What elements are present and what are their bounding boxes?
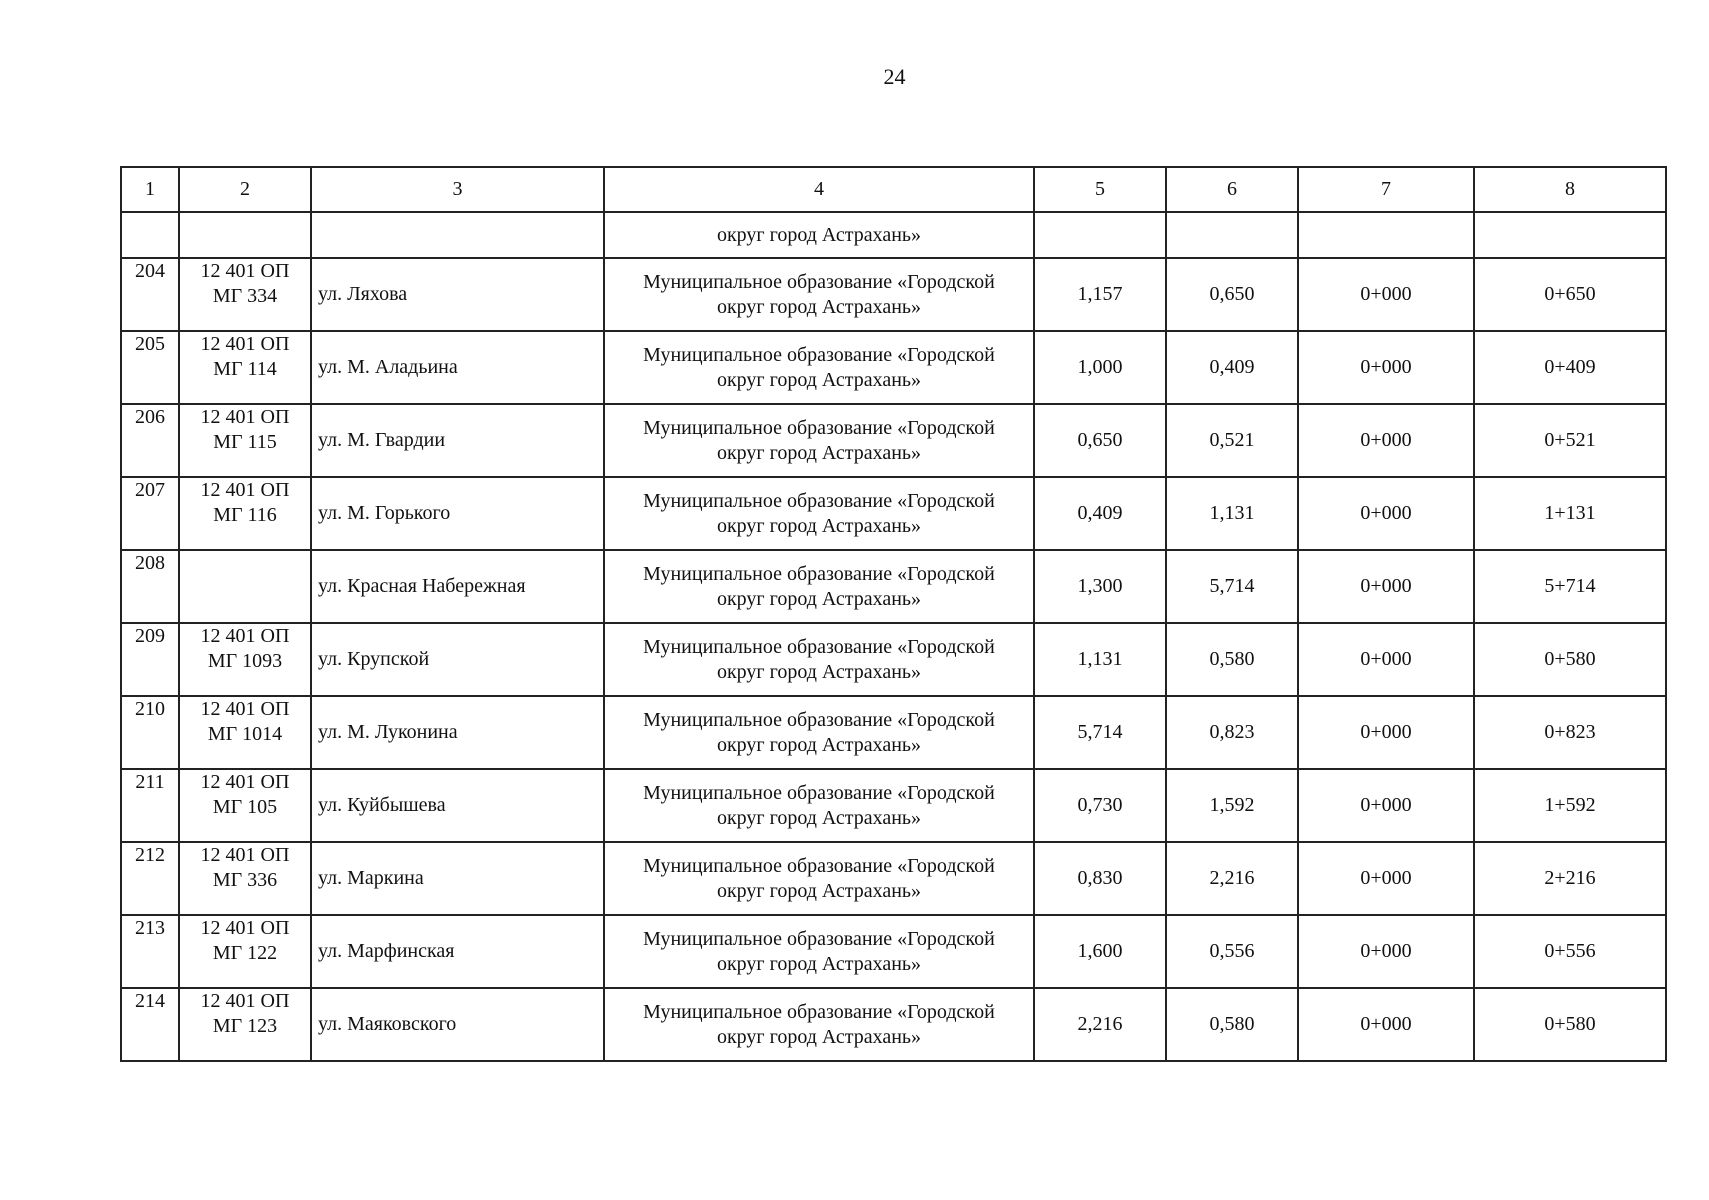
owner-cell bbox=[604, 404, 1034, 477]
owner-line-2: округ город Астрахань» bbox=[716, 1025, 922, 1048]
continuation-row bbox=[121, 212, 1666, 258]
table-row bbox=[121, 258, 1666, 331]
owner-cell bbox=[604, 988, 1034, 1061]
header-cell: 8 bbox=[1474, 167, 1666, 212]
header-cell: 6 bbox=[1166, 167, 1298, 212]
row-number: 210 bbox=[121, 696, 179, 769]
col-6-value: 1,131 bbox=[1166, 477, 1298, 550]
road-code-cell bbox=[179, 477, 311, 550]
road-code-cell bbox=[179, 623, 311, 696]
road-code-line-2: МГ 1093 bbox=[207, 650, 283, 672]
owner-line-1: Муниципальное образование «Городской bbox=[643, 927, 995, 950]
col-7-value: 0+000 bbox=[1298, 331, 1474, 404]
road-code-line-2: МГ 336 bbox=[212, 869, 278, 891]
road-code-line-2: МГ 122 bbox=[212, 942, 278, 964]
col-7-value: 0+000 bbox=[1298, 477, 1474, 550]
header-cell: 7 bbox=[1298, 167, 1474, 212]
road-code-line-1: 12 401 ОП bbox=[200, 917, 290, 939]
owner-cell bbox=[604, 550, 1034, 623]
road-code-cell bbox=[179, 915, 311, 988]
header-cell: 4 bbox=[604, 167, 1034, 212]
owner-line-1: Муниципальное образование «Городской bbox=[643, 1000, 995, 1023]
road-code-line-1: 12 401 ОП bbox=[200, 260, 290, 282]
col-8-value: 0+521 bbox=[1474, 404, 1666, 477]
row-number: 212 bbox=[121, 842, 179, 915]
col-8-value: 0+823 bbox=[1474, 696, 1666, 769]
road-code-cell bbox=[179, 988, 311, 1061]
road-code-cell bbox=[179, 550, 311, 623]
empty-cell bbox=[1166, 212, 1298, 258]
owner-line-2: округ город Астрахань» bbox=[716, 514, 922, 537]
col-7-value: 0+000 bbox=[1298, 842, 1474, 915]
col-6-value: 0,580 bbox=[1166, 988, 1298, 1061]
col-7-value: 0+000 bbox=[1298, 404, 1474, 477]
owner-cell bbox=[604, 623, 1034, 696]
col-8-value: 0+580 bbox=[1474, 988, 1666, 1061]
col-6-value: 0,521 bbox=[1166, 404, 1298, 477]
road-code-cell bbox=[179, 331, 311, 404]
road-code-line-1: 12 401 ОП bbox=[200, 333, 290, 355]
street-name: ул. Красная Набережная bbox=[311, 550, 604, 623]
table-header-row bbox=[121, 167, 1666, 212]
owner-line-1: Муниципальное образование «Городской bbox=[643, 270, 995, 293]
col-5-value: 1,131 bbox=[1034, 623, 1166, 696]
road-code-line-2: МГ 1014 bbox=[207, 723, 283, 745]
owner-line-2: округ город Астрахань» bbox=[716, 806, 922, 829]
owner-line-1: Муниципальное образование «Городской bbox=[643, 562, 995, 585]
row-number: 213 bbox=[121, 915, 179, 988]
header-cell: 1 bbox=[121, 167, 179, 212]
col-5-value: 0,409 bbox=[1034, 477, 1166, 550]
owner-line-1: Муниципальное образование «Городской bbox=[643, 489, 995, 512]
street-name: ул. Крупской bbox=[311, 623, 604, 696]
col-7-value: 0+000 bbox=[1298, 623, 1474, 696]
col-8-value: 0+650 bbox=[1474, 258, 1666, 331]
owner-line-1: Муниципальное образование «Городской bbox=[643, 343, 995, 366]
road-code-line-2: МГ 123 bbox=[212, 1015, 278, 1037]
empty-cell bbox=[179, 212, 311, 258]
col-5-value: 0,730 bbox=[1034, 769, 1166, 842]
col-8-value: 5+714 bbox=[1474, 550, 1666, 623]
road-code-line-1: 12 401 ОП bbox=[200, 771, 290, 793]
col-5-value: 1,000 bbox=[1034, 331, 1166, 404]
row-number: 209 bbox=[121, 623, 179, 696]
street-name: ул. Куйбышева bbox=[311, 769, 604, 842]
col-5-value: 1,300 bbox=[1034, 550, 1166, 623]
owner-line-2: округ город Астрахань» bbox=[716, 952, 922, 975]
table-row bbox=[121, 842, 1666, 915]
col-7-value: 0+000 bbox=[1298, 258, 1474, 331]
col-6-value: 5,714 bbox=[1166, 550, 1298, 623]
col-8-value: 0+580 bbox=[1474, 623, 1666, 696]
street-name: ул. Маркина bbox=[311, 842, 604, 915]
road-code-line-1: 12 401 ОП bbox=[200, 844, 290, 866]
road-code-line-2: МГ 114 bbox=[213, 358, 277, 380]
owner-line-1: Муниципальное образование «Городской bbox=[643, 635, 995, 658]
owner-line-2: округ город Астрахань» bbox=[716, 295, 922, 318]
table-row bbox=[121, 477, 1666, 550]
table-row bbox=[121, 769, 1666, 842]
road-code-cell bbox=[179, 258, 311, 331]
owner-cell bbox=[604, 331, 1034, 404]
table-row bbox=[121, 623, 1666, 696]
table-row bbox=[121, 915, 1666, 988]
table-row bbox=[121, 550, 1666, 623]
owner-line-1: Муниципальное образование «Городской bbox=[643, 854, 995, 877]
page-number: 24 bbox=[883, 64, 906, 89]
table-row bbox=[121, 404, 1666, 477]
owner-line-2: округ город Астрахань» bbox=[716, 660, 922, 683]
road-code-line-1: 12 401 ОП bbox=[200, 698, 290, 720]
col-8-value: 2+216 bbox=[1474, 842, 1666, 915]
continuation-text: округ город Астрахань» bbox=[604, 212, 1034, 258]
road-code-line-1: 12 401 ОП bbox=[200, 406, 290, 428]
col-6-value: 1,592 bbox=[1166, 769, 1298, 842]
road-code-cell bbox=[179, 404, 311, 477]
road-code-line-1: 12 401 ОП bbox=[200, 479, 290, 501]
table-row bbox=[121, 696, 1666, 769]
owner-cell bbox=[604, 915, 1034, 988]
street-name: ул. М. Аладьина bbox=[311, 331, 604, 404]
road-code-line-2: МГ 334 bbox=[212, 285, 278, 307]
col-6-value: 0,556 bbox=[1166, 915, 1298, 988]
owner-line-2: округ город Астрахань» bbox=[716, 368, 922, 391]
col-6-value: 0,650 bbox=[1166, 258, 1298, 331]
table-row bbox=[121, 331, 1666, 404]
col-6-value: 0,409 bbox=[1166, 331, 1298, 404]
owner-line-1: Муниципальное образование «Городской bbox=[643, 416, 995, 439]
col-7-value: 0+000 bbox=[1298, 915, 1474, 988]
col-5-value: 1,157 bbox=[1034, 258, 1166, 331]
road-code-cell bbox=[179, 842, 311, 915]
owner-cell bbox=[604, 842, 1034, 915]
table-row bbox=[121, 988, 1666, 1061]
street-name: ул. М. Горького bbox=[311, 477, 604, 550]
owner-line-2: округ город Астрахань» bbox=[716, 879, 922, 902]
col-7-value: 0+000 bbox=[1298, 769, 1474, 842]
owner-line-2: округ город Астрахань» bbox=[716, 441, 922, 464]
road-code-line-2: МГ 116 bbox=[213, 504, 277, 526]
road-code-cell bbox=[179, 696, 311, 769]
col-5-value: 5,714 bbox=[1034, 696, 1166, 769]
road-code-line-1: 12 401 ОП bbox=[200, 990, 290, 1012]
road-code-line-2: МГ 105 bbox=[212, 796, 278, 818]
empty-cell bbox=[1474, 212, 1666, 258]
header-cell: 2 bbox=[179, 167, 311, 212]
header-cell: 3 bbox=[311, 167, 604, 212]
col-6-value: 0,580 bbox=[1166, 623, 1298, 696]
owner-cell bbox=[604, 696, 1034, 769]
col-7-value: 0+000 bbox=[1298, 696, 1474, 769]
col-8-value: 0+409 bbox=[1474, 331, 1666, 404]
row-number: 211 bbox=[121, 769, 179, 842]
row-number: 208 bbox=[121, 550, 179, 623]
empty-cell bbox=[1034, 212, 1166, 258]
owner-cell bbox=[604, 769, 1034, 842]
street-name: ул. Ляхова bbox=[311, 258, 604, 331]
owner-cell bbox=[604, 258, 1034, 331]
road-registry-table bbox=[120, 166, 1667, 1062]
street-name: ул. Маяковского bbox=[311, 988, 604, 1061]
col-5-value: 2,216 bbox=[1034, 988, 1166, 1061]
empty-cell bbox=[121, 212, 179, 258]
header-cell: 5 bbox=[1034, 167, 1166, 212]
row-number: 205 bbox=[121, 331, 179, 404]
col-8-value: 1+592 bbox=[1474, 769, 1666, 842]
street-name: ул. М. Гвардии bbox=[311, 404, 604, 477]
col-7-value: 0+000 bbox=[1298, 988, 1474, 1061]
road-code-line-1: 12 401 ОП bbox=[200, 625, 290, 647]
owner-line-1: Муниципальное образование «Городской bbox=[643, 708, 995, 731]
row-number: 204 bbox=[121, 258, 179, 331]
owner-line-2: округ город Астрахань» bbox=[716, 587, 922, 610]
col-6-value: 2,216 bbox=[1166, 842, 1298, 915]
owner-line-1: Муниципальное образование «Городской bbox=[643, 781, 995, 804]
empty-cell bbox=[1298, 212, 1474, 258]
road-code-cell bbox=[179, 769, 311, 842]
col-6-value: 0,823 bbox=[1166, 696, 1298, 769]
col-5-value: 1,600 bbox=[1034, 915, 1166, 988]
street-name: ул. М. Луконина bbox=[311, 696, 604, 769]
row-number: 207 bbox=[121, 477, 179, 550]
row-number: 206 bbox=[121, 404, 179, 477]
road-code-line-2: МГ 115 bbox=[213, 431, 277, 453]
empty-cell bbox=[311, 212, 604, 258]
col-5-value: 0,830 bbox=[1034, 842, 1166, 915]
col-8-value: 0+556 bbox=[1474, 915, 1666, 988]
owner-cell bbox=[604, 477, 1034, 550]
col-8-value: 1+131 bbox=[1474, 477, 1666, 550]
row-number: 214 bbox=[121, 988, 179, 1061]
street-name: ул. Марфинская bbox=[311, 915, 604, 988]
owner-line-2: округ город Астрахань» bbox=[716, 733, 922, 756]
col-5-value: 0,650 bbox=[1034, 404, 1166, 477]
col-7-value: 0+000 bbox=[1298, 550, 1474, 623]
